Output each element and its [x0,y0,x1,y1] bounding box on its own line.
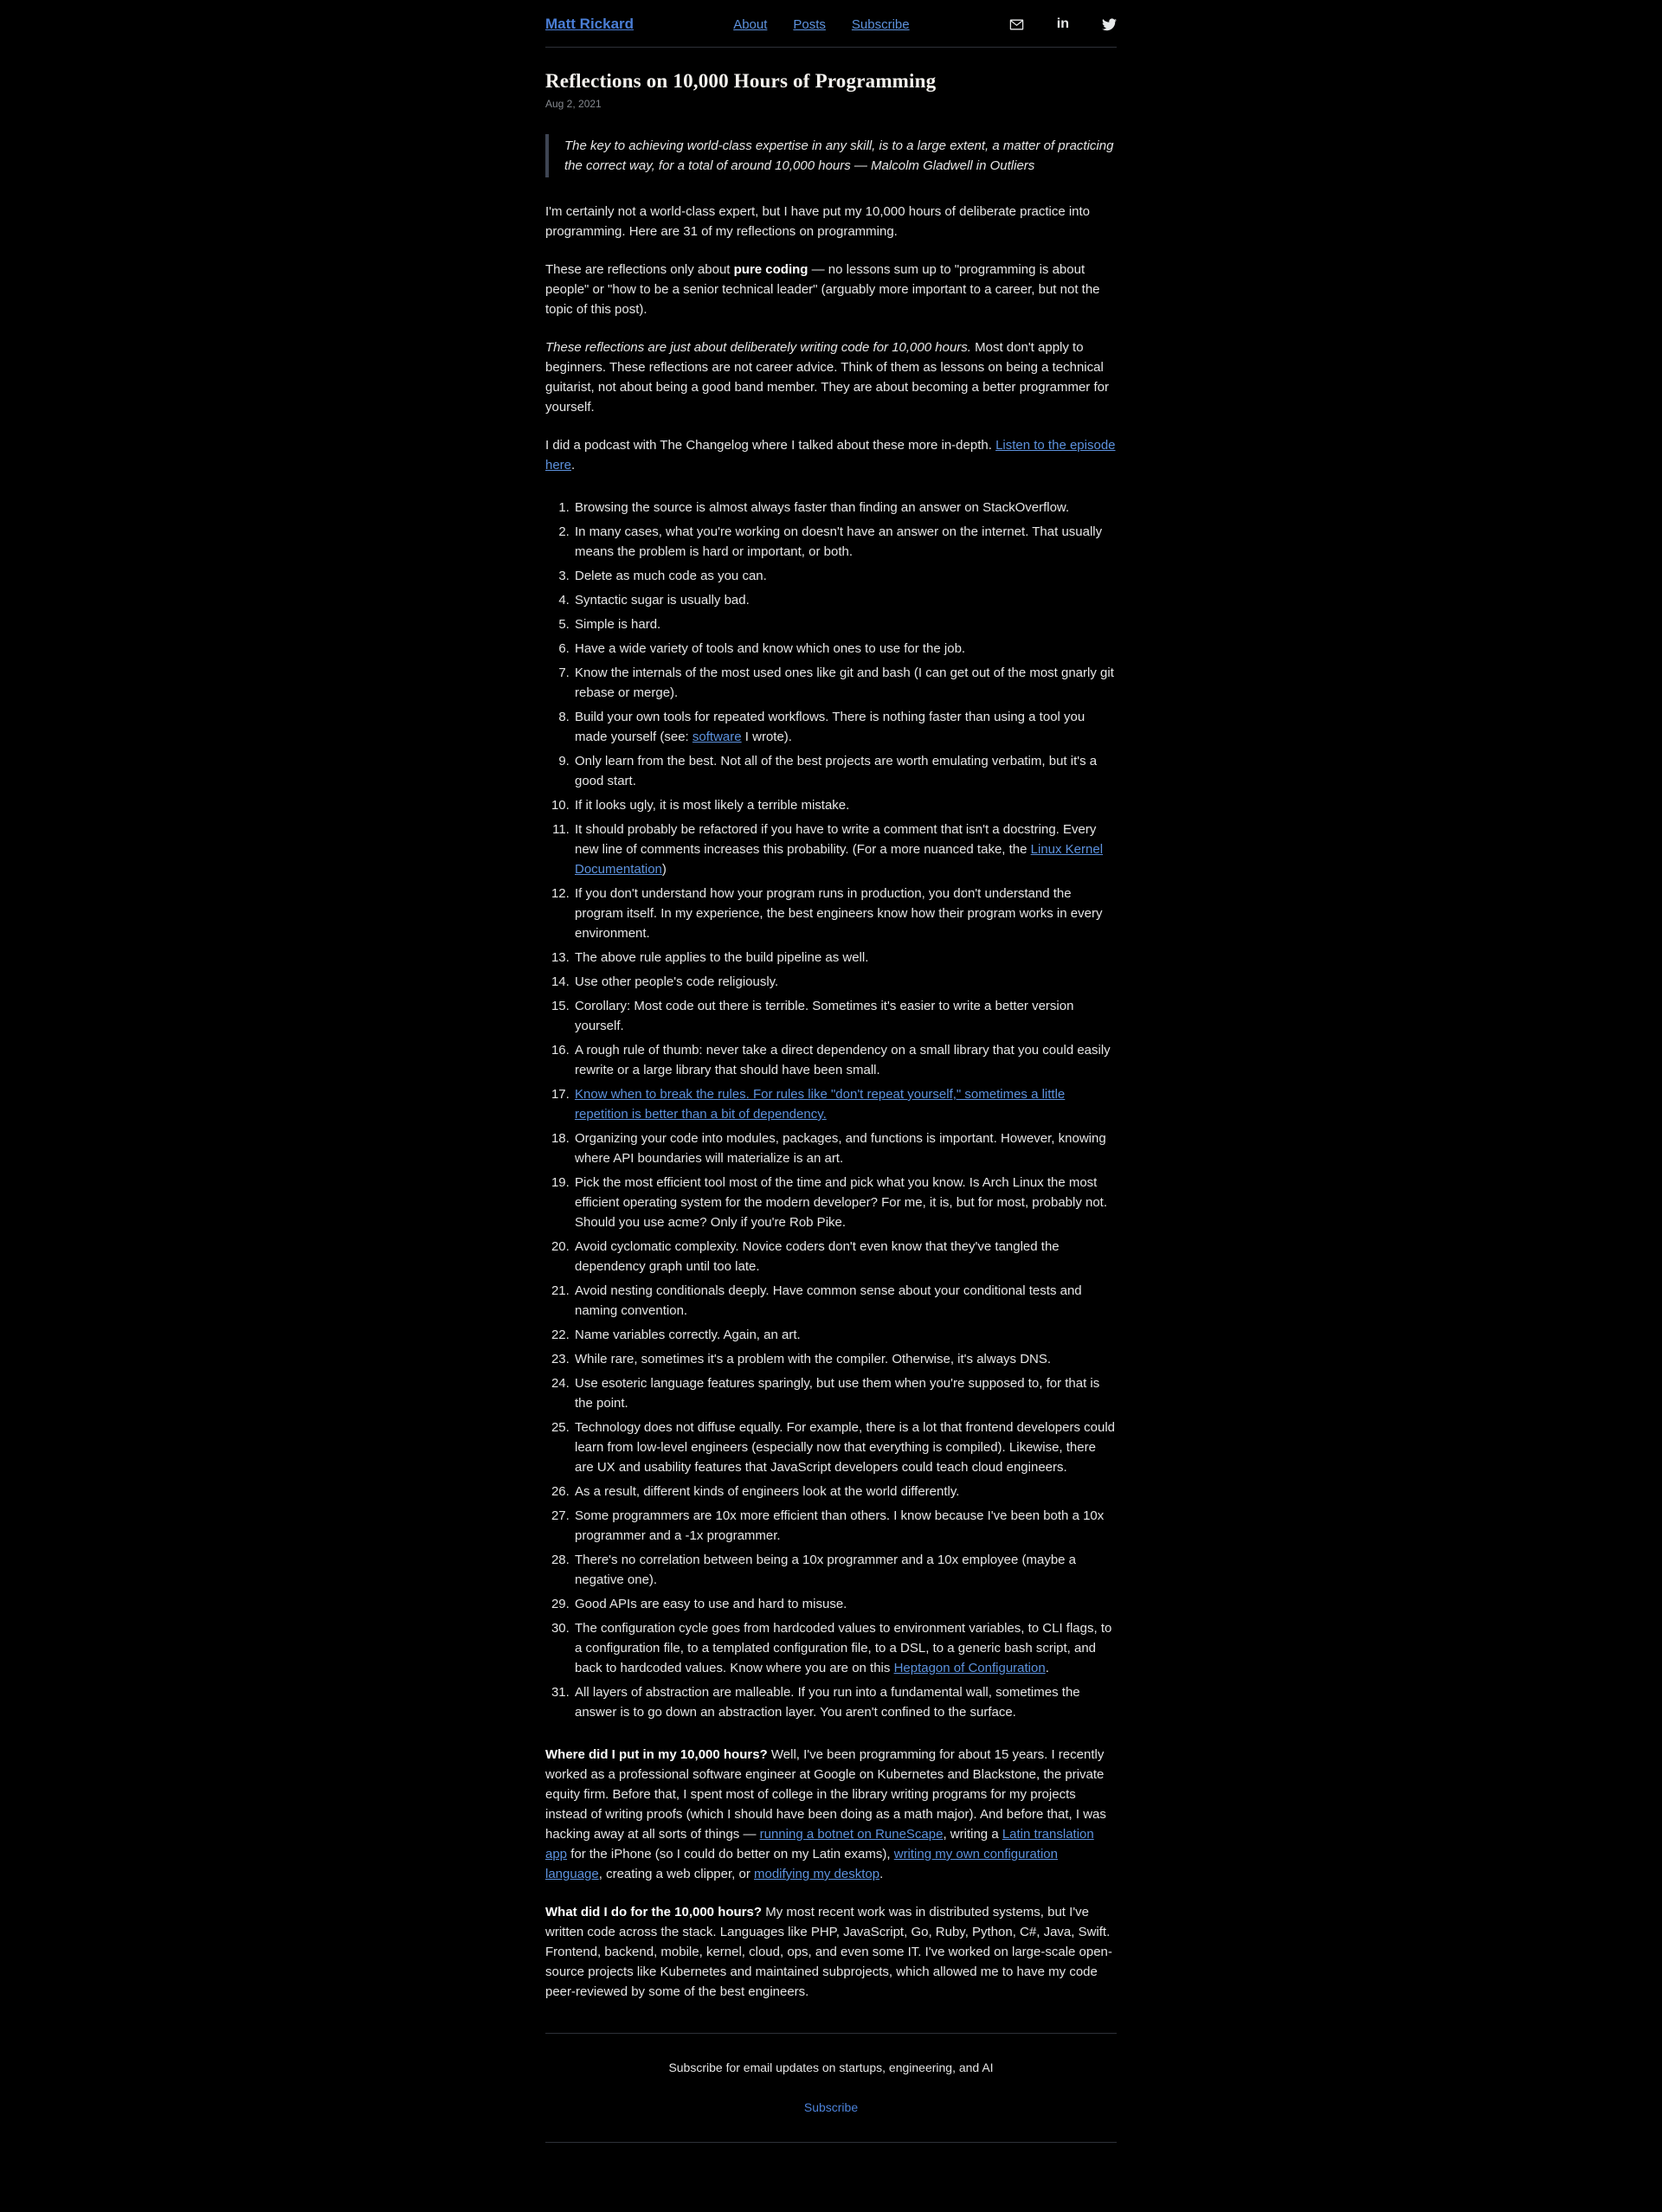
paragraph [545,202,1117,241]
text-segment: While rare, sometimes it's a problem with the compiler. Otherwise, it's always DNS. [575,1352,1052,1366]
list-item [573,1506,1117,1546]
text-segment: , creating a web clipper, or [598,1867,754,1881]
nav-link-about[interactable]: About [733,16,768,32]
text-segment: These reflections are just about deliberately writing code for 10,000 hours. [545,340,971,355]
text-segment: Delete as much code as you can. [575,569,767,583]
nav-link-subscribe[interactable]: Subscribe [851,16,910,32]
list-item [573,948,1117,968]
linkedin-icon[interactable]: in [1056,16,1069,31]
text-segment: Avoid nesting conditionals deeply. Have common sense about your conditional tests and naming convention. [575,1283,1082,1318]
list-item [573,1325,1117,1345]
list-item [573,663,1117,703]
text-segment: . [879,1867,884,1881]
list-item [573,751,1117,791]
list-item [573,1418,1117,1477]
page [545,0,1117,2198]
text-segment: Simple is hard. [575,617,661,632]
text-segment: Most don't apply to beginners. These reflections are not career advice. Think of them as lessons on being a technical guitarist, not about being a good band member. They are about becoming a better programmer for yourself. [545,340,1109,415]
text-segment: Where did I put in my 10,000 hours? [545,1747,768,1762]
paragraph [545,338,1117,417]
text-segment: Syntactic sugar is usually bad. [575,593,750,608]
paragraph [545,260,1117,319]
text-segment: I'm certainly not a world-class expert, but I have put my 10,000 hours of deliberate practice into programming. Here are 31 of my reflections on programming. [545,204,1091,239]
text-segment: The configuration cycle goes from hardcoded values to environment variables, to CLI flags, to a configuration file, to a templated configuration file, to a DSL, to a generic bash script, and back to hardcoded values. Know where you are on this [575,1621,1112,1675]
inline-link[interactable]: Know when to break the rules. For rules like "don't repeat yourself," sometimes a little repetition is better than a bit of dependency. [575,1087,1066,1122]
text-segment: Corollary: Most code out there is terrible. Sometimes it's easier to write a better version yourself. [575,999,1074,1033]
text-segment: Use esoteric language features sparingly, but use them when you're supposed to, for that is the point. [575,1376,1100,1411]
footer-subscribe-link[interactable]: Subscribe [803,2100,859,2114]
text-segment: Some programmers are 10x more efficient than others. I know because I've been both a 10x programmer and a -1x programmer. [575,1508,1105,1543]
text-segment: . [1045,1661,1049,1675]
text-segment: Browsing the source is almost always faster than finding an answer on StackOverflow. [575,500,1070,515]
list-item [573,1550,1117,1590]
text-segment: Technology does not diffuse equally. For example, there is a lot that frontend developers could learn from low-level engineers (especially now that everything is compiled). Likewise, there are UX and usability features that JavaScript developers could teach cloud engineers. [575,1420,1115,1475]
text-segment: Build your own tools for repeated workflows. There is nothing faster than using a tool you made yourself (see: [575,710,1085,744]
text-segment: , writing a [943,1827,1002,1842]
text-segment: pure coding [733,262,808,277]
text-segment: Good APIs are easy to use and hard to misuse. [575,1597,847,1611]
list-item [573,498,1117,518]
post-date: Aug 2, 2021 [545,98,602,110]
page-title: Reflections on 10,000 Hours of Programming [545,70,937,92]
inline-link[interactable]: writing my own configuration language [545,1847,1058,1881]
text-segment: Use other people's code religiously. [575,974,779,989]
list-item [573,1129,1117,1168]
list-item [573,566,1117,586]
bottom-divider [545,2142,1117,2143]
list-item [573,707,1117,747]
list-item [573,1084,1117,1124]
footer-text: Subscribe for email updates on startups, engineering, and AI [668,2061,994,2074]
text-segment: Name variables correctly. Again, an art. [575,1328,801,1342]
intro-paragraphs [545,202,1117,475]
list-item [573,795,1117,815]
text-segment: Only learn from the best. Not all of the best projects are worth emulating verbatim, but it's a good start. [575,754,1098,788]
twitter-icon[interactable] [1102,17,1117,32]
list-item [573,1281,1117,1321]
inline-link[interactable]: running a botnet on RuneScape [759,1827,944,1842]
text-segment: Avoid cyclomatic complexity. Novice coders don't even know that they've tangled the dependency graph until too late. [575,1239,1060,1274]
mail-icon[interactable] [1009,17,1024,32]
text-segment: I wrote). [741,730,792,744]
text-segment: If you don't understand how your program runs in production, you don't understand the program itself. In my experience, the best engineers know how their program works in every environment. [575,886,1103,941]
text-segment: What did I do for the 10,000 hours? [545,1905,763,1919]
text-segment: All layers of abstraction are malleable. If you run into a fundamental wall, sometimes the answer is to go down an abstraction layer. You aren't confined to the surface. [575,1685,1080,1720]
text-segment: ) [661,862,667,877]
list-item [573,1237,1117,1276]
list-item [573,1373,1117,1413]
inline-link[interactable]: Latin translation app [545,1827,1094,1862]
outro-paragraphs [545,1745,1117,2002]
text-segment: Know the internals of the most used ones like git and bash (I can get out of the most gnarly git rebase or merge). [575,666,1114,700]
paragraph [545,435,1117,475]
list-item [573,1040,1117,1080]
text-segment: It should probably be refactored if you have to write a comment that isn't a docstring. Every new line of comments increases this probability. (For a more nuanced take, the [575,822,1097,857]
list-item [573,614,1117,634]
article [545,70,1117,2002]
inline-link[interactable]: Heptagon of Configuration [893,1661,1046,1675]
list-item [573,820,1117,879]
site-header [545,7,1117,48]
list-item [573,1349,1117,1369]
text-segment: These are reflections only about [545,262,734,277]
text-segment: Pick the most efficient tool most of the time and pick what you know. Is Arch Linux the most efficient operating system for the modern developer? For me, it is, but for most, probably not. Should you use acme? Only if you're Rob Pike. [575,1175,1108,1230]
list-item [573,1682,1117,1722]
paragraph [545,1745,1117,1884]
list-item [573,1618,1117,1678]
inline-link[interactable]: Linux Kernel Documentation [575,842,1104,877]
paragraph [545,1902,1117,2002]
text-segment: A rough rule of thumb: never take a direct dependency on a small library that you could easily rewrite or a large library that should have been small. [575,1043,1111,1077]
text-segment: The above rule applies to the build pipeline as well. [575,950,869,965]
list-item [573,996,1117,1036]
text-segment: I did a podcast with The Changelog where I talked about these more in-depth. [545,438,996,453]
text-segment: There's no correlation between being a 10x programmer and a 10x employee (maybe a negative one). [575,1553,1077,1587]
inline-link[interactable]: Listen to the episode here [545,438,1116,473]
text-segment: Have a wide variety of tools and know which ones to use for the job. [575,641,966,656]
list-item [573,1173,1117,1232]
list-item [573,522,1117,562]
list-item [573,1594,1117,1614]
list-item [573,1482,1117,1501]
inline-link[interactable]: modifying my desktop [754,1867,880,1881]
text-segment: for the iPhone (so I could do better on my Latin exams), [567,1847,894,1862]
social-icons [1009,17,1117,32]
text-segment: — no lessons sum up to "programming is about people" or "how to be a senior technical leader" (arguably more important to a career, but not the topic of this post). [545,262,1100,317]
text-segment: If it looks ugly, it is most likely a terrible mistake. [575,798,850,813]
main-nav [733,17,909,32]
text-segment: My most recent work was in distributed systems, but I've written code across the stack. Languages like PHP, JavaScript, Go, Ruby, Python, C#, Java, Swift. Frontend, backend, mobile, kernel, cloud, ops, and even some IT. I've worked on large-scale open-source projects like Kubernetes and maintained subprojects, which allowed me to have my code peer-reviewed by some of the best engineers. [545,1905,1112,1999]
text-segment: . [571,458,576,473]
text-segment: As a result, different kinds of engineers look at the world differently. [575,1484,960,1499]
text-segment: In many cases, what you're working on doesn't have an answer on the internet. That usually means the problem is hard or important, or both. [575,524,1103,559]
reflections-list [545,498,1117,1722]
brand-link[interactable]: Matt Rickard [545,16,635,32]
text-segment: Organizing your code into modules, packages, and functions is important. However, knowing where API boundaries will materialize is an art. [575,1131,1106,1166]
list-item [573,972,1117,992]
list-item [573,639,1117,659]
text-segment: Well, I've been programming for about 15 years. I recently worked as a professional software engineer at Google on Kubernetes and Blackstone, the private equity firm. Before that, I spent most of college in the library writing programs for my projects instead of writing proofs (which I should have been doing as a math major). And before that, I was hacking away at all sorts of things — [545,1747,1106,1842]
inline-link[interactable]: software [692,730,742,744]
site-footer [545,2033,1117,2143]
text-segment: The key to achieving world-class expertise in any skill, is to a large extent, a matter of practicing the correct way, for a total of around 10,000 hours — Malcolm Gladwell in Outliers [564,138,1114,173]
list-item [573,884,1117,943]
quote [545,134,1117,177]
nav-link-posts[interactable]: Posts [793,16,826,32]
list-item [573,590,1117,610]
